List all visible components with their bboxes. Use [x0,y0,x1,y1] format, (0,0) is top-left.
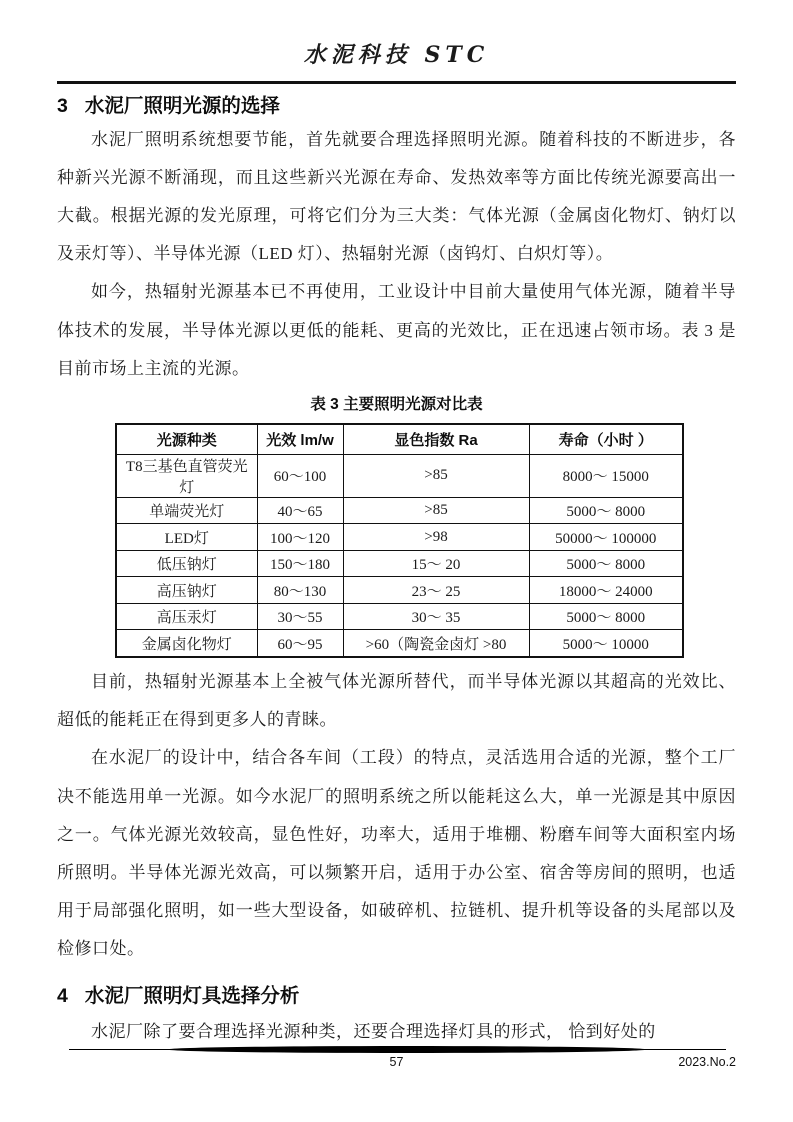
paragraph: 如今，热辐射光源基本已不再使用，工业设计中目前大量使用气体光源，随着半导体技术的发展，半导体光源以更低的能耗、更高的光效比，正在迅速占领市场。表 3 是目前市场上主流的光源。 [57,282,736,378]
table-cell: 23～ 25 [343,577,529,604]
table-cell: 高压汞灯 [116,603,257,630]
table-caption: 表 3 主要照明光源对比表 [310,395,483,413]
column-header: 光效 lm/w [257,424,343,455]
table-cell: 高压钠灯 [116,577,257,604]
table-cell: 30～ 35 [343,603,529,630]
table-row [116,524,683,551]
table-row [116,550,683,577]
column-header: 寿命（小时 ） [529,424,683,455]
table-cell: 60～95 [257,630,343,657]
table-cell: 30～55 [257,603,343,630]
table-cell: 5000～ 8000 [529,603,683,630]
table-cell: LED灯 [116,524,257,551]
light-source-table [115,423,684,658]
page-footer [57,1046,736,1086]
footer-rule-thick [167,1046,647,1053]
paragraph: 目前，热辐射光源基本上全被气体光源所替代，而半导体光源以其超高的光效比、超低的能耗正在得到更多人的青睐。 [57,671,736,730]
section-3-title: 水泥厂照明光源的选择 [84,94,280,117]
table-cell: >85 [343,497,529,524]
table-cell: 5000～ 8000 [529,497,683,524]
journal-title: 水泥科技 STC [303,42,490,68]
table-header-row [116,424,683,455]
issue-label: 2023.No.2 [678,1055,736,1069]
table-cell: 80～130 [257,577,343,604]
table-row [116,577,683,604]
table-row [116,454,683,497]
section-4-title: 水泥厂照明灯具选择分析 [84,984,300,1007]
table-cell: >60（陶瓷金卤灯 >80 [343,630,529,657]
table-cell: 8000～ 15000 [529,454,683,497]
section-4-heading [57,981,736,1011]
table-row [116,603,683,630]
header-rule [57,81,736,84]
table-cell: >85 [343,454,529,497]
footer-rule [57,1046,736,1053]
paragraph: 水泥厂除了要合理选择光源种类，还要合理选择灯具的形式， 恰到好处的 [91,1021,656,1041]
table-row [116,630,683,657]
table-cell: 18000～ 24000 [529,577,683,604]
table-cell: 金属卤化物灯 [116,630,257,657]
section-4-number: 4 [57,984,68,1007]
table-cell: 5000～ 8000 [529,550,683,577]
section-3-number: 3 [57,94,68,117]
section-3-heading [57,91,736,121]
table-cell: 40～65 [257,497,343,524]
column-header: 显色指数 Ra [343,424,529,455]
table-row [116,497,683,524]
paragraph: 水泥厂照明系统想要节能，首先就要合理选择照明光源。随着科技的不断进步，各种新兴光源不断涌现，而且这些新兴光源在寿命、发热效率等方面比传统光源要高出一大截。根据光源的发光原理，可将它们分为三大类：气体光源（金属卤化物灯、钠灯以及汞灯等）、半导体光源（LED 灯）、热辐射光源（卤钨灯、白炽灯等）。 [57,129,736,264]
table-cell: T8三基色直管荧光灯 [116,454,257,497]
table-cell: 15～ 20 [343,550,529,577]
table-cell: 50000～ 100000 [529,524,683,551]
table-cell: 60～100 [257,454,343,497]
column-header: 光源种类 [116,424,257,455]
table-cell: 单端荧光灯 [116,497,257,524]
footer-meta [57,1055,736,1073]
table-cell: 150～180 [257,550,343,577]
table-cell: 低压钠灯 [116,550,257,577]
table-cell: 5000～ 10000 [529,630,683,657]
page-number: 57 [389,1055,404,1069]
paragraph: 在水泥厂的设计中，结合各车间（工段）的特点，灵活选用合适的光源，整个工厂决不能选用单一光源。如今水泥厂的照明系统之所以能耗这么大，单一光源是其中原因之一。气体光源光效较高，显色性好，功率大，适用于堆棚、粉磨车间等大面积室内场所照明。半导体光源光效高，可以频繁开启，适用于办公室、宿舍等房间的照明，也适用于局部强化照明，如一些大型设备，如破碎机、拉链机、提升机等设备的头尾部以及检修口处。 [57,748,736,959]
table-cell: 100～120 [257,524,343,551]
table-cell: >98 [343,524,529,551]
